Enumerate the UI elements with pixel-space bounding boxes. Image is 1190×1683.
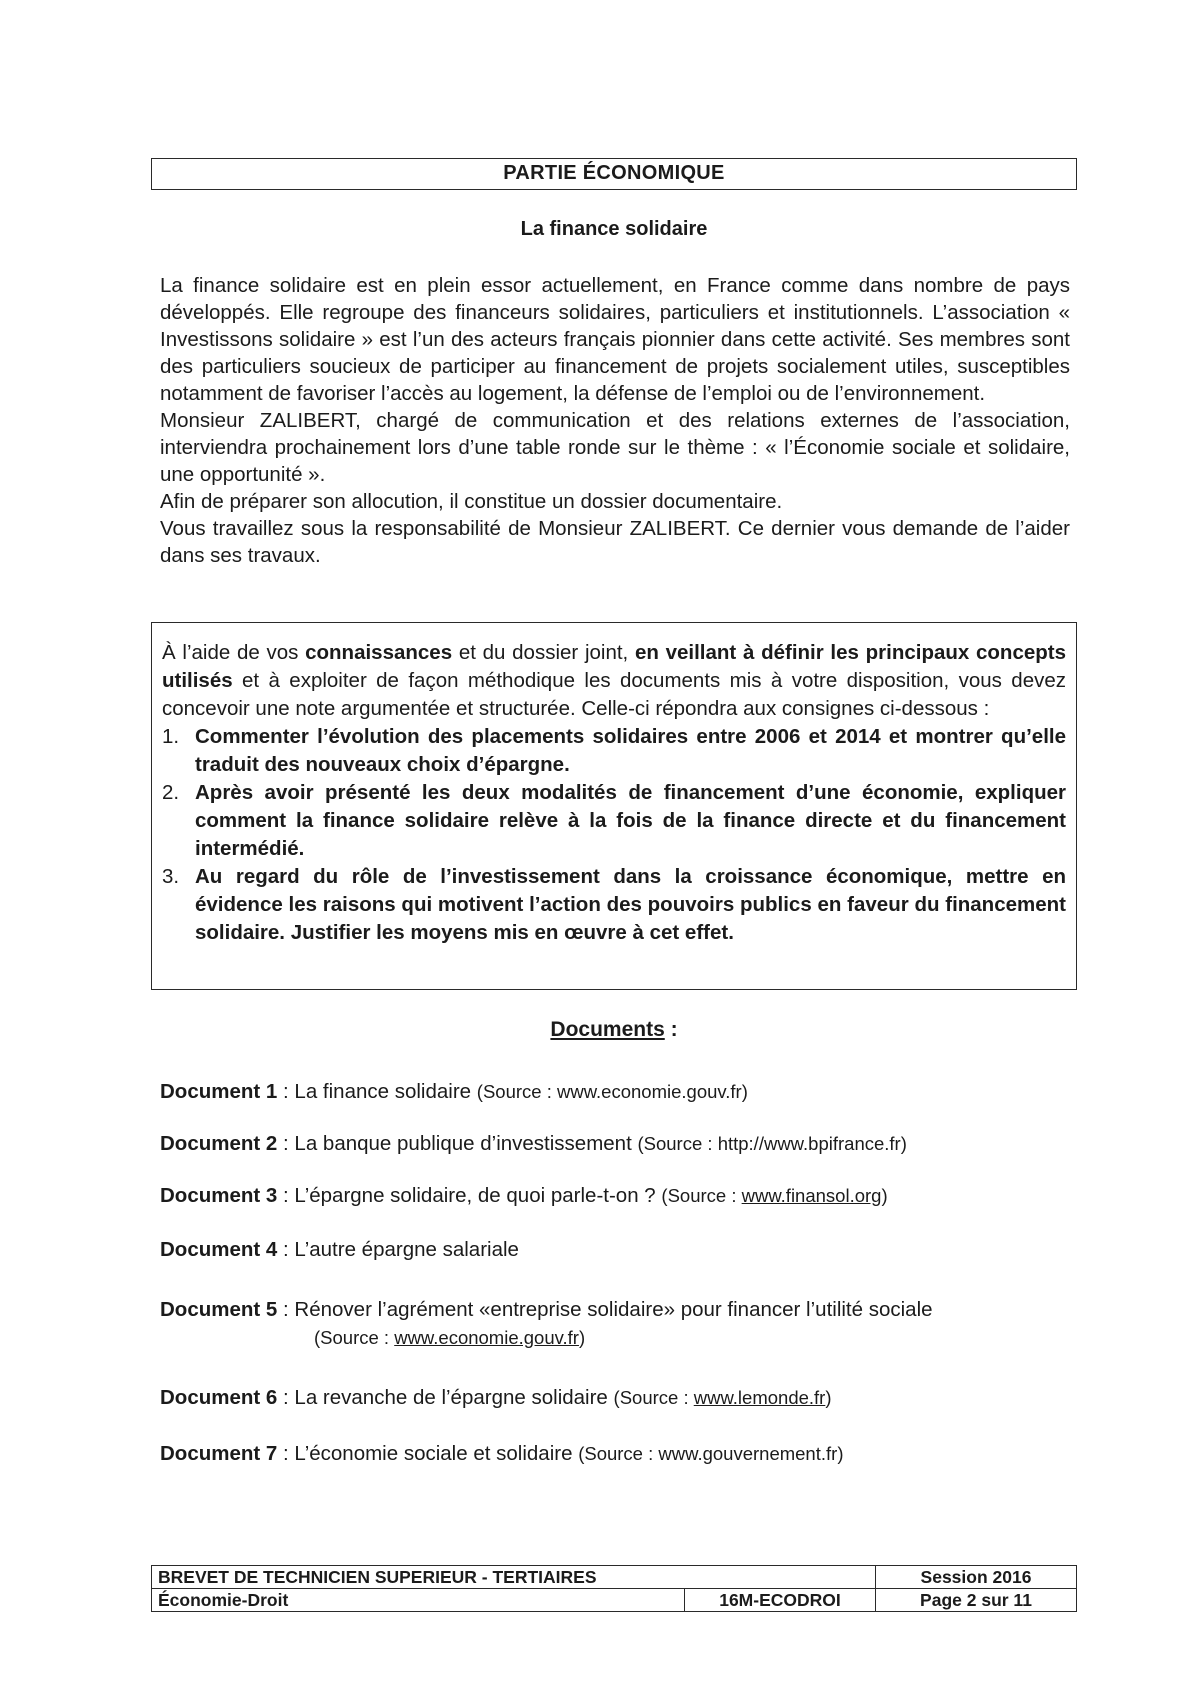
document-entry: Document 7 : L’économie sociale et solidaire (Source : www.gouvernement.fr) — [160, 1442, 844, 1465]
document-title: La finance solidaire — [294, 1080, 472, 1103]
page-subtitle: La finance solidaire — [520, 218, 708, 240]
source-url: www.gouvernement.fr — [658, 1443, 838, 1464]
instructions-box — [151, 622, 1077, 990]
document-title: L’économie sociale et solidaire — [294, 1442, 573, 1465]
intro-part-3: et à exploiter de façon méthodique les documents mis à votre disposition, vous devez concevoir une note argumentée et structurée. Celle-ci répondra aux consignes ci-dessous : — [162, 669, 1066, 720]
document-title: Rénover l’agrément «entreprise solidaire» pour financer l’utilité sociale — [294, 1298, 933, 1321]
source-suffix: ) — [741, 1081, 748, 1102]
footer-subject: Économie-Droit — [152, 1589, 685, 1612]
source-link[interactable]: www.finansol.org — [741, 1185, 882, 1206]
section-title: PARTIE ÉCONOMIQUE — [503, 162, 725, 184]
document-source — [477, 1081, 748, 1102]
document-title: L’épargne solidaire, de quoi parle-t-on ? — [294, 1184, 656, 1207]
instruction-item — [162, 863, 1066, 947]
source-prefix: (Source : — [314, 1327, 395, 1348]
document-label: Document 5 — [160, 1298, 278, 1321]
documents-heading — [151, 1018, 1077, 1042]
document-label: Document 3 — [160, 1184, 278, 1207]
source-prefix: (Source : — [637, 1133, 718, 1154]
source-link[interactable]: www.economie.gouv.fr — [394, 1327, 579, 1348]
instruction-item — [162, 779, 1066, 863]
instruction-number: 1. — [162, 725, 180, 748]
source-suffix: ) — [837, 1443, 844, 1464]
intro-text — [160, 272, 1070, 569]
document-entry: Document 1 : La finance solidaire (Source : www.economie.gouv.fr) — [160, 1080, 748, 1103]
instruction-text: Après avoir présenté les deux modalités de financement d’une économie, expliquer comment la finance solidaire relève à la fois de la finance directe et du financement intermédié. — [195, 781, 1066, 860]
instruction-text: Commenter l’évolution des placements solidaires entre 2006 et 2014 et montrer qu’elle traduit des nouveaux choix d’épargne. — [195, 725, 1066, 776]
document-title: La banque publique d’investissement — [294, 1132, 632, 1155]
intro-paragraph-3: Afin de préparer son allocution, il constitue un dossier documentaire. — [160, 490, 783, 513]
intro-part-2: et du dossier joint, — [452, 641, 635, 664]
source-url: www.economie.gouv.fr — [556, 1081, 742, 1102]
intro-bold-2: en veillant à définir les principaux concepts utilisés — [162, 641, 1067, 692]
footer-page: Page 2 sur 11 — [876, 1589, 1077, 1612]
intro-paragraph-1: La finance solidaire est en plein essor actuellement, en France comme dans nombre de pays développés. Elle regroupe des financeurs solidaires, particuliers et institutionnels. L’association « Investissons solidaire » est l’un des acteurs français pionnier dans cette activité. Ses membres sont des particuliers soucieux de participer au financement de projets socialement utiles, susceptibles notamment de favoriser l’accès au logement, la défense de l’emploi ou de l’environnement. — [160, 274, 1070, 405]
instruction-number: 2. — [162, 781, 180, 804]
source-link[interactable]: www.lemonde.fr — [693, 1387, 826, 1408]
footer-row — [152, 1566, 1077, 1589]
intro-part-1: À l’aide de vos — [162, 641, 306, 664]
document-label: Document 1 — [160, 1080, 278, 1103]
source-prefix: (Source : — [661, 1185, 742, 1206]
instruction-number: 3. — [162, 865, 180, 888]
document-label: Document 6 — [160, 1386, 278, 1409]
documents-heading-colon: : — [664, 1018, 678, 1041]
source-suffix: ) — [900, 1133, 907, 1154]
document-label: Document 4 — [160, 1238, 278, 1261]
documents-heading-text: Documents — [550, 1018, 665, 1041]
document-entry: Document 2 : La banque publique d’investissement (Source : http://www.bpifrance.fr) — [160, 1132, 907, 1155]
document-entry: Document 3 : L’épargne solidaire, de quoi parle-t-on ? (Source : www.finansol.org) — [160, 1184, 888, 1207]
section-title-box — [151, 158, 1077, 190]
source-suffix: ) — [881, 1185, 888, 1206]
document-entry: Document 5 : Rénover l’agrément «entreprise solidaire» pour financer l’utilité sociale (Source : www.economie.gouv.fr) — [160, 1296, 1070, 1352]
exam-footer-table — [151, 1565, 1077, 1612]
document-source — [614, 1387, 832, 1408]
document-entry: Document 6 : La revanche de l’épargne solidaire (Source : www.lemonde.fr) — [160, 1386, 832, 1409]
document-source — [578, 1443, 843, 1464]
document-source — [160, 1324, 1070, 1352]
document-source — [661, 1185, 887, 1206]
source-suffix: ) — [578, 1327, 586, 1348]
intro-paragraph-4: Vous travaillez sous la responsabilité de Monsieur ZALIBERT. Ce dernier vous demande de l’aider dans ses travaux. — [160, 517, 1070, 567]
source-suffix: ) — [825, 1387, 832, 1408]
document-entry: Document 4 : L’autre épargne salariale — [160, 1238, 519, 1261]
footer-code: 16M-ECODROI — [685, 1589, 876, 1612]
document-source — [637, 1133, 906, 1154]
footer-session: Session 2016 — [876, 1566, 1077, 1589]
source-prefix: (Source : — [476, 1081, 557, 1102]
instruction-item — [162, 723, 1066, 779]
source-prefix: (Source : — [613, 1387, 694, 1408]
footer-exam: BREVET DE TECHNICIEN SUPERIEUR - TERTIAIRES — [152, 1566, 876, 1589]
intro-bold-1: connaissances — [305, 641, 453, 664]
footer-row — [152, 1589, 1077, 1612]
document-label: Document 2 — [160, 1132, 278, 1155]
source-prefix: (Source : — [578, 1443, 659, 1464]
document-title: La revanche de l’épargne solidaire — [294, 1386, 608, 1409]
instructions-intro — [162, 639, 1066, 723]
instruction-text: Au regard du rôle de l’investissement dans la croissance économique, mettre en évidence les raisons qui motivent l’action des pouvoirs publics en faveur du financement solidaire. Justifier les moyens mis en œuvre à cet effet. — [195, 865, 1066, 944]
document-title: L’autre épargne salariale — [294, 1238, 519, 1261]
document-label: Document 7 — [160, 1442, 278, 1465]
source-url: http://www.bpifrance.fr — [717, 1133, 901, 1154]
instructions-list — [162, 723, 1066, 947]
intro-paragraph-2: Monsieur ZALIBERT, chargé de communication et des relations externes de l’association, interviendra prochainement lors d’une table ronde sur le thème : « l’Économie sociale et solidaire, une opportunité ». — [160, 409, 1070, 486]
